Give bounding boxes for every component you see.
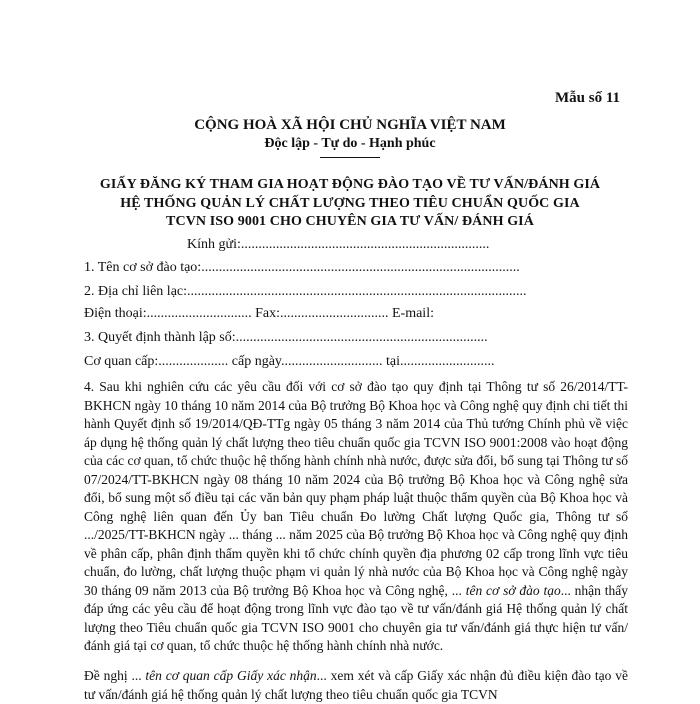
paragraph-5-italic: tên cơ quan cấp Giấy xác nhận <box>145 668 317 683</box>
national-motto: Độc lập - Tự do - Hạnh phúc <box>264 136 436 151</box>
paragraph-4-text-b: ... nhận thấy đáp ứng các yêu cầu để hoạt động trong lĩnh vực đào tạo về tư vấn/đánh giá Hệ thống quản lý chất lượng theo Tiêu chuẩn quốc gia TCVN ISO 9001 cho chuyên gia tư vấn/đánh giá thực hiện tư vấn/đánh giá tại cơ quan, tổ chức thuộc hệ thống hành chính nhà nước. <box>84 582 628 653</box>
decision-number-field: 3. Quyết định thành lập số:........................................................................ <box>84 330 488 345</box>
contact-field: Điện thoại:.............................. Fax:............................... E-mail: <box>84 306 434 321</box>
paragraph-4 <box>84 378 628 656</box>
motto-underline <box>320 157 380 158</box>
document-title-line-2: HỆ THỐNG QUẢN LÝ CHẤT LƯỢNG THEO TIÊU CHUẨN QUỐC GIA <box>120 196 580 211</box>
paragraph-5-text-b: ... xem xét và cấp Giấy xác nhận đủ điều kiện đào tạo về tư vấn/đánh giá hệ thống quản lý chất lượng theo tiêu chuẩn quốc gia TCVN <box>84 668 628 702</box>
paragraph-5-text-a: Đề nghị ... <box>84 668 146 683</box>
paragraph-4-text-a: 4. Sau khi nghiên cứu các yêu cầu đối với cơ sở đào tạo quy định tại Thông tư số 26/2014/TT-BKHCN ngày 10 tháng 10 năm 2014 của Bộ trưởng Bộ Khoa học và Công nghệ quy định chi tiết thi hành Quyết định số 19/2014/QĐ-TTg ngày 05 tháng 3 năm 2014 của Thủ tướng Chính phủ về việc áp dụng hệ thống quản lý chất lượng theo tiêu chuẩn quốc gia TCVN ISO 9001:2008 vào hoạt động của các cơ quan, tổ chức thuộc hệ thống hành chính nhà nước, được sửa đổi, bổ sung tại Thông tư số 07/2024/TT-BKHCN ngày 08 tháng 10 năm 2024 của Bộ trưởng Bộ Khoa học và Công nghệ sửa đổi, bổ sung một số điều tại các văn bản quy phạm pháp luật thuộc thẩm quyền của Bộ Khoa học và Công nghệ liên quan đến Ủy ban Tiêu chuẩn Đo lường Chất lượng Quốc gia, Thông tư số .../2025/TT-BKHCN ngày ... tháng ... năm 2025 của Bộ trưởng Bộ Khoa học và Công nghệ quy định về phân cấp, phân định thẩm quyền khi tổ chức chính quyền địa phương 02 cấp trong lĩnh vực tiêu chuẩn, đo lường, chất lượng thuộc phạm vi quản lý nhà nước của Bộ Khoa học và Công nghệ ngày 30 tháng 09 năm 2013 của Bộ trưởng Bộ Khoa học và Công nghệ, ... <box>84 379 628 598</box>
paragraph-5 <box>84 667 628 704</box>
document-title-line-3: TCVN ISO 9001 CHO CHUYÊN GIA TƯ VẤN/ ĐÁNH GIÁ <box>166 214 534 229</box>
address-field: 2. Địa chỉ liên lạc:................................................................................................. <box>84 284 527 299</box>
institution-name-field: 1. Tên cơ sở đào tạo:........................................................................................... <box>84 260 520 275</box>
document-title-line-1: GIẤY ĐĂNG KÝ THAM GIA HOẠT ĐỘNG ĐÀO TẠO VỀ TƯ VẤN/ĐÁNH GIÁ <box>99 177 601 192</box>
form-number: Mẫu số 11 <box>554 90 620 106</box>
paragraph-4-italic: tên cơ sở đào tạo <box>465 582 561 598</box>
issuing-agency-field: Cơ quan cấp:.................... cấp ngày............................. tại........................... <box>84 354 495 369</box>
national-title: CỘNG HOÀ XÃ HỘI CHỦ NGHĨA VIỆT NAM <box>194 117 506 133</box>
greeting-line: Kính gửi:....................................................................... <box>187 237 490 252</box>
